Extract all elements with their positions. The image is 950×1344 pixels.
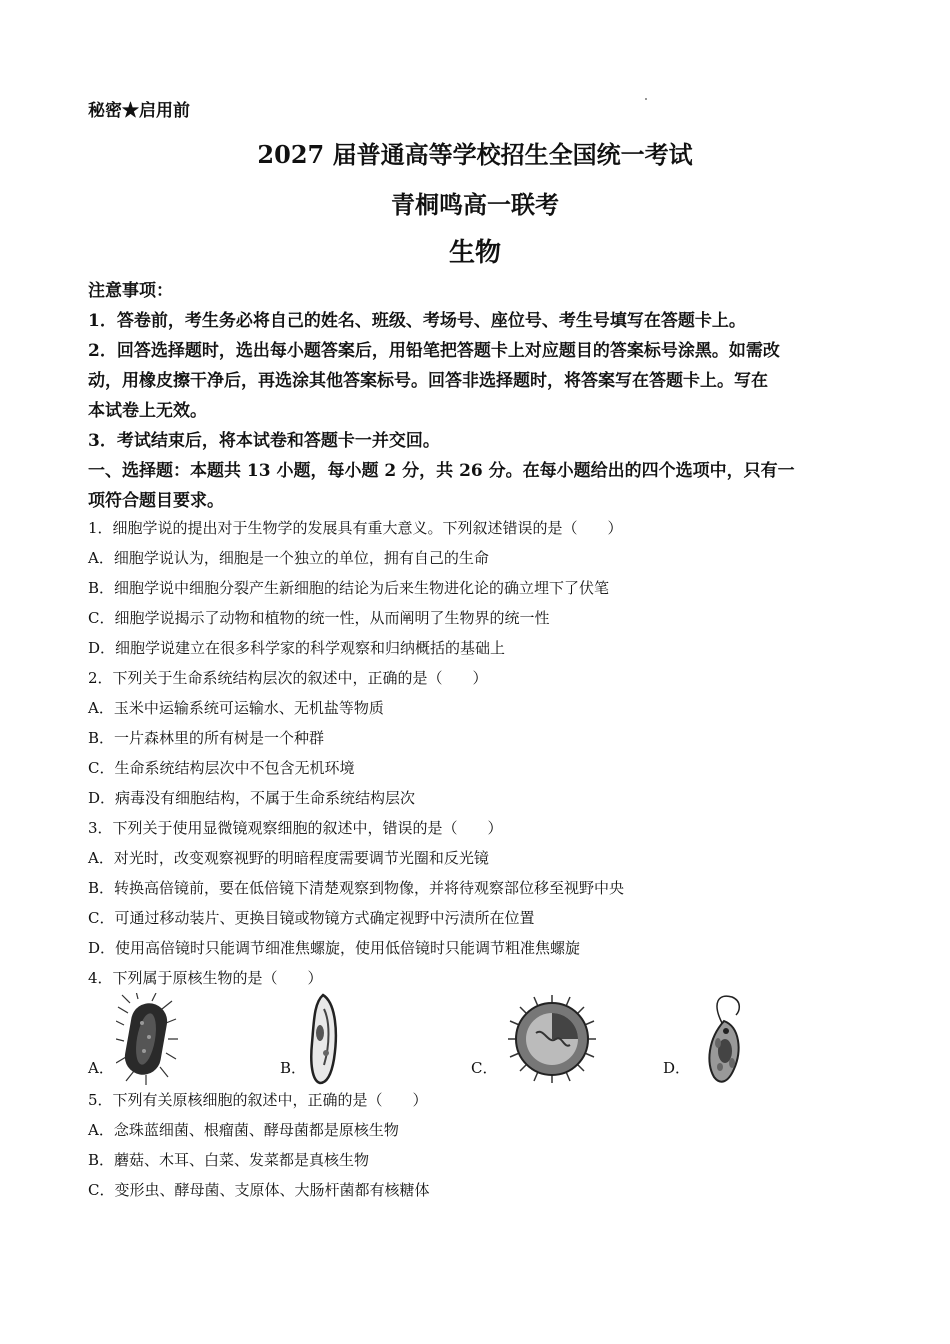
paramecium-image (306, 993, 340, 1085)
notes-section (88, 276, 868, 516)
question-4-option-d-label: D． (663, 1059, 691, 1077)
question-3-stem: 3．下列关于使用显微镜观察细胞的叙述中，错误的是（ ） (88, 819, 503, 837)
question-3-option-b: B．转换高倍镜前，要在低倍镜下清楚观察到物像，并将待观察部位移至视野中央 (88, 879, 625, 897)
question-4-image-options (88, 993, 868, 1085)
question-1-option-a: A．细胞学说认为，细胞是一个独立的单位，拥有自己的生命 (88, 549, 489, 567)
subject-title: 生物 (448, 238, 501, 268)
question-2-option-c: C．生命系统结构层次中不包含无机环境 (88, 759, 355, 777)
question-4-option-b-label: B． (280, 1059, 307, 1077)
section-heading-line-2: 项符合题目要求。 (88, 491, 224, 511)
question-1-stem: 1．细胞学说的提出对于生物学的发展具有重大意义。下列叙述错误的是（ ） (88, 519, 623, 537)
question-3-option-c: C．可通过移动装片、更换目镜或物镜方式确定视野中污渍所在位置 (88, 909, 535, 927)
euglena-image (692, 993, 750, 1085)
question-5-option-b: B．蘑菇、木耳、白菜、发菜都是真核生物 (88, 1151, 370, 1169)
notes-heading: 注意事项： (88, 281, 173, 301)
question-5-option-c: C．变形虫、酵母菌、支原体、大肠杆菌都有核糖体 (88, 1181, 430, 1199)
question-5-stem: 5．下列有关原核细胞的叙述中，正确的是（ ） (88, 1091, 428, 1109)
question-3-option-d: D．使用高倍镜时只能调节细准焦螺旋，使用低倍镜时只能调节粗准焦螺旋 (88, 939, 581, 957)
note-item-2-line-2: 动，用橡皮擦干净后，再选涂其他答案标号。回答非选择题时，将答案写在答题卡上。写在 (88, 371, 768, 391)
question-2-option-b: B．一片森林里的所有树是一个种群 (88, 729, 325, 747)
exam-subtitle: 青桐鸣高一联考 (391, 190, 559, 219)
question-4-option-a-label: A． (88, 1059, 114, 1077)
bacterium-image (116, 993, 178, 1085)
question-4-stem: 4．下列属于原核生物的是（ ） (88, 969, 323, 987)
question-1-option-c: C．细胞学说揭示了动物和植物的统一性，从而阐明了生物界的统一性 (88, 609, 550, 627)
question-5-option-a: A．念珠蓝细菌、根瘤菌、酵母菌都是原核生物 (88, 1121, 399, 1139)
question-3-option-a: A．对光时，改变观察视野的明暗程度需要调节光圈和反光镜 (88, 849, 489, 867)
question-2-stem: 2．下列关于生命系统结构层次的叙述中，正确的是（ ） (88, 669, 488, 687)
question-1-option-d: D．细胞学说建立在很多科学家的科学观察和归纳概括的基础上 (88, 639, 506, 657)
stray-dot (645, 98, 647, 100)
questions (88, 513, 868, 1205)
note-item-2-line-3: 本试卷上无效。 (88, 401, 207, 421)
section-heading-line-1: 一、选择题：本题共 13 小题，每小题 2 分，共 26 分。在每小题给出的四个选项中，只有一 (88, 461, 795, 481)
question-4-option-c-label: C． (471, 1059, 498, 1077)
secret-label: 秘密★启用前 (88, 101, 190, 121)
question-1-option-b: B．细胞学说中细胞分裂产生新细胞的结论为后来生物进化论的确立埋下了伏笔 (88, 579, 610, 597)
virus-image (500, 993, 604, 1085)
note-item-2-line-1: 2．回答选择题时，选出每小题答案后，用铅笔把答题卡上对应题目的答案标号涂黑。如需改 (88, 341, 780, 361)
note-item-3: 3．考试结束后，将本试卷和答题卡一并交回。 (88, 431, 440, 451)
question-2-option-a: A．玉米中运输系统可运输水、无机盐等物质 (88, 699, 384, 717)
note-item-1: 1．答卷前，考生务必将自己的姓名、班级、考场号、座位号、考生号填写在答题卡上。 (88, 311, 746, 331)
question-2-option-d: D．病毒没有细胞结构，不属于生命系统结构层次 (88, 789, 416, 807)
exam-title: 2027 届普通高等学校招生全国统一考试 (257, 140, 693, 169)
